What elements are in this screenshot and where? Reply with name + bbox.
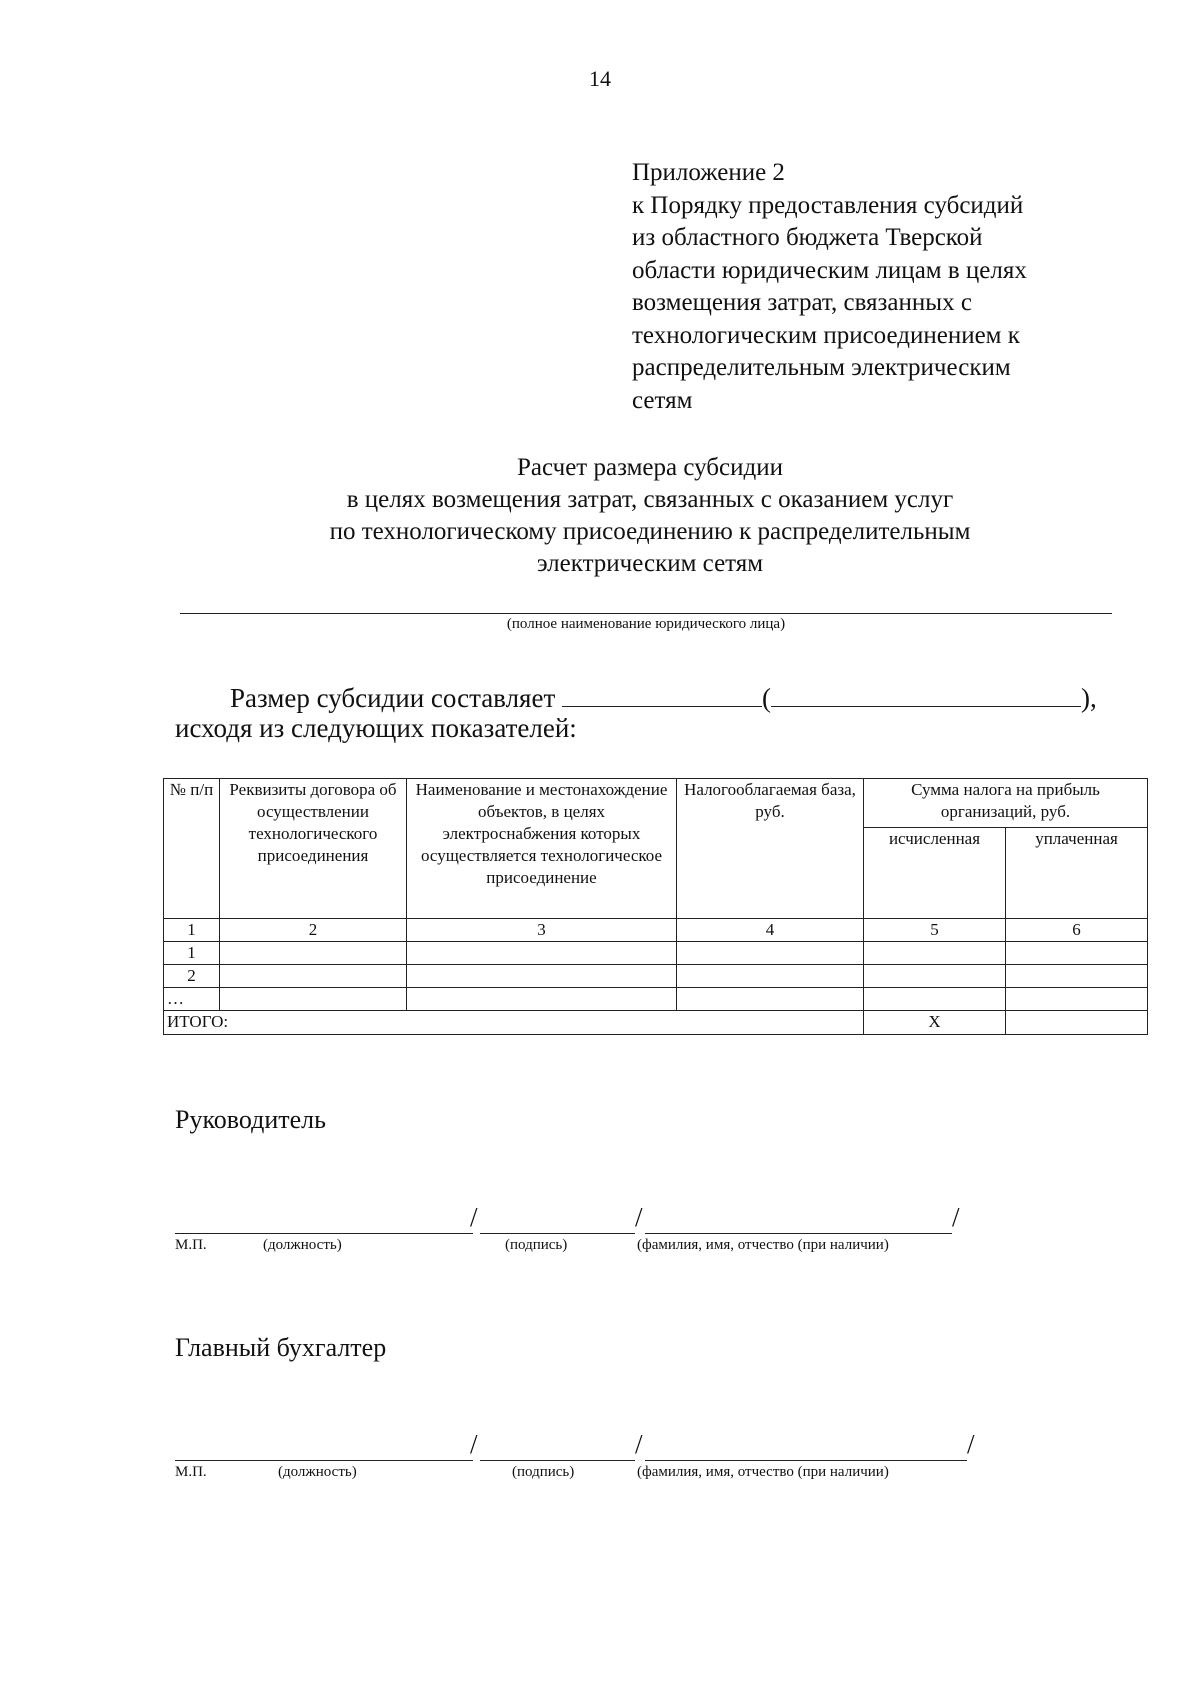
header-tax-base: Налогооблагаемая база, руб. (677, 779, 864, 919)
title-line: по технологическому присоединению к распределительным (329, 518, 971, 545)
subsidy-indicators-line: исходя из следующих показателей: (175, 713, 577, 743)
table-cell[interactable] (864, 965, 1006, 988)
title-line: Расчет размера субсидии (517, 454, 783, 481)
appendix-line: возмещения затрат, связанных с (632, 289, 972, 316)
full-name-caption: (фамилия, имя, отчество (при наличии) (637, 1464, 889, 1480)
row-number: … (164, 988, 220, 1011)
table-cell[interactable] (407, 942, 677, 965)
header-paid: уплаченная (1006, 828, 1148, 919)
column-numbers-row (164, 919, 1148, 942)
appendix-line: Приложение 2 (632, 159, 785, 186)
table-cell[interactable] (864, 942, 1006, 965)
column-number: 3 (407, 919, 677, 942)
header-tax-sum: Сумма налога на прибыль организаций, руб. (864, 779, 1148, 828)
subsidy-amount-line (230, 680, 1097, 714)
table-cell[interactable] (677, 965, 864, 988)
row-number: 2 (164, 965, 220, 988)
slash: / (470, 1429, 478, 1459)
table-cell[interactable] (1006, 942, 1148, 965)
total-calculated: Х (864, 1011, 1006, 1035)
appendix-header (632, 157, 1092, 417)
indicators-table (163, 778, 1148, 1035)
slash: / (967, 1429, 975, 1459)
head-title: Руководитель (175, 1105, 326, 1134)
slash: / (635, 1429, 643, 1459)
column-number: 4 (677, 919, 864, 942)
subsidy-text: Размер субсидии составляет (230, 683, 556, 713)
entity-name-caption: (полное наименование юридического лица) (506, 616, 786, 632)
document-title (150, 452, 1150, 580)
title-line: электрическим сетям (536, 550, 764, 577)
table-cell[interactable] (220, 965, 407, 988)
page-number: 14 (589, 66, 611, 91)
position-caption: (должность) (278, 1464, 357, 1480)
header-num: № п/п (164, 779, 220, 919)
full-name-caption: (фамилия, имя, отчество (при наличии) (637, 1237, 889, 1253)
chief-accountant-title: Главный бухгалтер (175, 1333, 387, 1362)
title-line: в целях возмещения затрат, связанных с оказанием услуг (346, 486, 954, 513)
close-paren: ), (1081, 683, 1097, 713)
appendix-line: сетям (632, 386, 693, 414)
slash: / (470, 1202, 478, 1232)
head-position-blank[interactable] (175, 1233, 473, 1234)
accountant-name-blank[interactable] (645, 1460, 967, 1461)
stamp-label: М.П. (175, 1464, 207, 1480)
open-paren: ( (762, 683, 772, 713)
appendix-line: из областного бюджета Тверской (632, 224, 983, 251)
appendix-line: распределительным электрическим (632, 354, 1011, 381)
column-number: 2 (220, 919, 407, 942)
position-caption: (должность) (263, 1237, 342, 1253)
table-cell[interactable] (677, 942, 864, 965)
slash: / (635, 1202, 643, 1232)
stamp-label: М.П. (175, 1237, 207, 1253)
slash: / (952, 1202, 960, 1232)
accountant-signature-blank[interactable] (480, 1460, 635, 1461)
head-signature-blank[interactable] (480, 1233, 635, 1234)
table-row (164, 965, 1148, 988)
total-row (164, 1011, 1148, 1035)
table-cell[interactable] (220, 988, 407, 1011)
table-cell[interactable] (220, 942, 407, 965)
signature-caption: (подпись) (505, 1237, 568, 1253)
table-cell[interactable] (1006, 988, 1148, 1011)
table-cell[interactable] (1006, 965, 1148, 988)
subsidy-amount-blank[interactable] (562, 680, 762, 707)
table-cell[interactable] (864, 988, 1006, 1011)
head-name-blank[interactable] (645, 1233, 952, 1234)
table-cell[interactable] (407, 965, 677, 988)
column-number: 1 (164, 919, 220, 942)
column-number: 6 (1006, 919, 1148, 942)
header-contract: Реквизиты договора об осуществлении технологического присоединения (220, 779, 407, 919)
row-number: 1 (164, 942, 220, 965)
subsidy-amount-words-blank[interactable] (771, 680, 1081, 707)
total-paid[interactable] (1006, 1011, 1148, 1035)
appendix-line: области юридическим лицам в целях (632, 256, 1027, 284)
appendix-line: к Порядку предоставления субсидий (632, 191, 1024, 219)
column-number: 5 (864, 919, 1006, 942)
total-label: ИТОГО: (164, 1011, 864, 1035)
table-cell[interactable] (407, 988, 677, 1011)
appendix-line: технологическим присоединением к (632, 321, 1020, 349)
signature-caption: (подпись) (512, 1464, 575, 1480)
table-row (164, 942, 1148, 965)
header-calculated: исчисленная (864, 828, 1006, 919)
table-row (164, 988, 1148, 1011)
header-objects: Наименование и местонахождение объектов, в целях электроснабжения которых осуществляется технологическое присоединение (407, 779, 677, 919)
table-cell[interactable] (677, 988, 864, 1011)
accountant-position-blank[interactable] (175, 1460, 473, 1461)
entity-name-blank[interactable] (180, 613, 1112, 614)
